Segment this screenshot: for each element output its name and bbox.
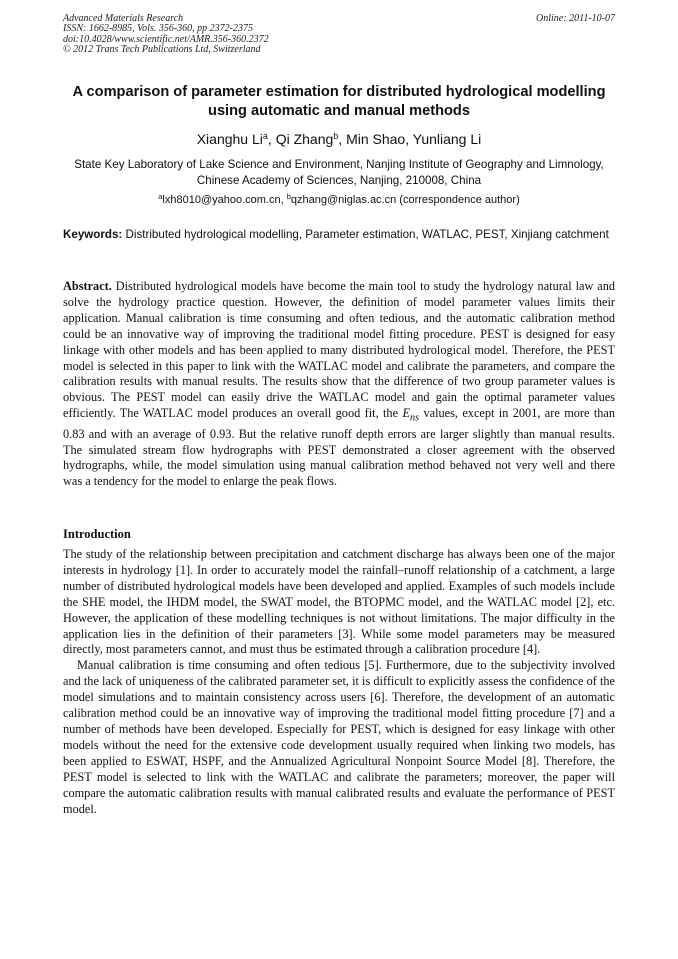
keywords-label: Keywords: (63, 228, 123, 241)
introduction-body (63, 547, 615, 817)
author-2-name: Qi Zhang (275, 131, 334, 147)
ens-sub: ns (409, 412, 420, 424)
email-b-sup: b (286, 192, 291, 201)
author-1-sup: a (262, 131, 268, 141)
affiliation: State Key Laboratory of Lake Science and Environment, Nanjing Institute of Geography and Limnology, Chinese Academy of Sciences, Nanjing, 210008, China (74, 158, 604, 187)
doi-line: doi:10.4028/www.scientific.net/AMR.356-360.2372 (63, 33, 269, 45)
keywords-text: Distributed hydrological modelling, Parameter estimation, WATLAC, PEST, Xinjiang catchment (125, 228, 609, 241)
email-a-sup: a (158, 192, 163, 201)
ens-symbol (402, 406, 420, 424)
ens-main: E (402, 406, 410, 421)
copyright-line: © 2012 Trans Tech Publications Ltd, Switzerland (63, 43, 261, 55)
email-a: lxh8010@yahoo.com.cn (162, 194, 281, 206)
keywords (63, 227, 615, 243)
paper-title: A comparison of parameter estimation for distributed hydrological modelling using automatic and manual methods (72, 84, 606, 119)
abstract-text-2: values, except in 2001, are more than 0.83 and with an average of 0.93. But the relative runoff depth errors are larger slightly than manual results. The simulated stream flow hydrographs with PEST demonstrated a closer agreement with the observed hydrographs, while, the model simulation using manual calibration method behaved not very well and there was a tendency for the model to enlarge the peak flows. (63, 406, 616, 489)
email-line: $^a$lxh8010@yahoo.com.cn, $^b$qzhang@niglas.ac.cn (correspondence author) (158, 192, 520, 206)
author-list: Xianghu Li$^a$, Qi Zhang$^b$, Min Shao, Yunliang Li (196, 131, 482, 147)
email-b: qzhang@niglas.ac.cn (correspondence author) (290, 194, 520, 206)
intro-paragraph: The study of the relationship between precipitation and catchment discharge has always been one of the major interests in hydrology [1]. In order to accurately model the rainfall–runoff relationship of a catchment, a large number of distributed hydrological models have been developed and applied. Examples of such models include the SHE model, the IHDM model, the SWAT model, the BTOPMC model, and the WATLAC model [2], etc. However, the application of these modelling techniques is not without limitations. The major difficulty in the application lies in the definition of their parameters [3]. While some model parameters may be measured directly, most parameters cannot, and must thus be estimated through a calibration procedure [4]. (63, 547, 615, 657)
journal-name: Advanced Materials Research (63, 13, 184, 24)
author-rest: Min Shao, Yunliang Li (346, 131, 482, 147)
section-heading-introduction: Introduction (63, 527, 131, 541)
journal-header (63, 14, 615, 55)
author-1-name: Xianghu Li (196, 131, 263, 147)
online-date: Online: 2011-10-07 (536, 13, 615, 24)
issn-line: ISSN: 1662-8985, Vols. 356-360, pp 2372-2375 (63, 23, 253, 35)
abstract-label: Abstract. (63, 279, 112, 293)
abstract (63, 279, 615, 490)
abstract-text-1: Distributed hydrological models have become the main tool to study the hydrology natural law and solve the hydrology practice question. However, the definition of model parameter values limits their application. Manual calibration is time consuming and often tedious, and the automatic calibration method could be an innovative way of improving the traditional model fitting procedure. PEST is designed for easy linkage with other models and has been applied to many distributed hydrological model. Therefore, the PEST model is selected in this paper to link with the WATLAC model and calibrate the parameters, and compare the calibration results with manual results. The results show that the difference of two group parameter values is obvious. The PEST model can easily drive the WATLAC model and gain the optimal parameter values efficiently. The WATLAC model produces an overall good fit, the (63, 279, 615, 421)
intro-paragraph: Manual calibration is time consuming and often tedious [5]. Furthermore, due to the subjectivity involved and the lack of uniqueness of the calibrated parameter set, it is difficult to explicitly assess the confidence of the model simulations and to maintain consistency across users [6]. Therefore, the development of an automatic calibration method could be an innovative way of improving the traditional model fitting procedure [7] and a number of methods have been developed. Especially for PEST, which is designed for easy linkage with other models without the need for the extensive code development usually required when linking two models, has been applied to ESWAT, HSPF, and the Annualized Agricultural Nonpoint Source Model [8]. Therefore, the PEST model is selected to link with the WATLAC and calibrate the parameters; moreover, the paper will compare the automatic calibration results with manual calibrated results and evaluate the performance of PEST model. (63, 658, 615, 816)
author-2-sup: b (333, 131, 339, 141)
